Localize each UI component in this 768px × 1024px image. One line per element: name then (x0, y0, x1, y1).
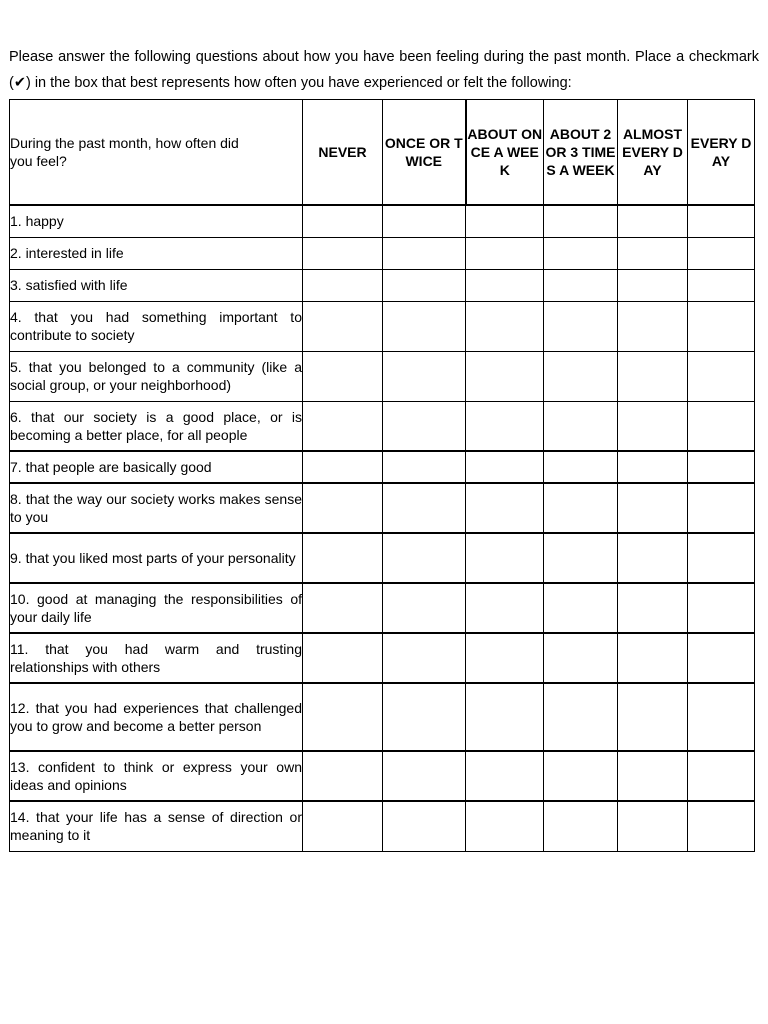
instructions-text: Please answer the following questions about how you have been feeling during the past month. Place a checkmark (✔) in the box that best represents how often you have experienced or felt the following: (9, 49, 759, 91)
checkbox-every-day[interactable] (688, 483, 755, 533)
checkbox-never[interactable] (303, 483, 383, 533)
question-row (10, 633, 755, 683)
question-text: 1. happy (10, 205, 303, 237)
checkbox-about-2-or-3-times-a-week[interactable] (544, 801, 618, 851)
checkbox-almost-every-day[interactable] (618, 801, 688, 851)
checkbox-every-day[interactable] (688, 583, 755, 633)
checkbox-about-2-or-3-times-a-week[interactable] (544, 583, 618, 633)
option-header-once-or-twice: ONCE OR TWICE (383, 100, 466, 206)
checkbox-almost-every-day[interactable] (618, 351, 688, 401)
checkbox-once-or-twice[interactable] (383, 205, 466, 237)
checkbox-almost-every-day[interactable] (618, 237, 688, 269)
checkbox-almost-every-day[interactable] (618, 583, 688, 633)
checkbox-about-2-or-3-times-a-week[interactable] (544, 401, 618, 451)
option-header-about-2-or-3-times-a-week: ABOUT 2 OR 3 TIMES A WEEK (544, 100, 618, 206)
checkbox-almost-every-day[interactable] (618, 751, 688, 801)
question-text: 2. interested in life (10, 237, 303, 269)
checkbox-about-once-a-week[interactable] (466, 583, 544, 633)
checkbox-every-day[interactable] (688, 205, 755, 237)
checkbox-never[interactable] (303, 237, 383, 269)
question-row (10, 583, 755, 633)
checkbox-almost-every-day[interactable] (618, 401, 688, 451)
checkbox-never[interactable] (303, 751, 383, 801)
question-text: 13. confident to think or express your own ideas and opinions (10, 751, 303, 801)
checkbox-about-2-or-3-times-a-week[interactable] (544, 269, 618, 301)
checkbox-every-day[interactable] (688, 237, 755, 269)
question-text: 8. that the way our society works makes sense to you (10, 483, 303, 533)
checkbox-once-or-twice[interactable] (383, 483, 466, 533)
checkbox-about-2-or-3-times-a-week[interactable] (544, 301, 618, 351)
header-row (10, 100, 755, 206)
survey-table (9, 99, 755, 852)
checkbox-every-day[interactable] (688, 351, 755, 401)
checkbox-about-2-or-3-times-a-week[interactable] (544, 451, 618, 483)
checkbox-once-or-twice[interactable] (383, 237, 466, 269)
checkbox-about-once-a-week[interactable] (466, 801, 544, 851)
checkbox-about-once-a-week[interactable] (466, 533, 544, 583)
checkbox-once-or-twice[interactable] (383, 533, 466, 583)
checkbox-about-2-or-3-times-a-week[interactable] (544, 633, 618, 683)
checkbox-once-or-twice[interactable] (383, 801, 466, 851)
checkbox-about-once-a-week[interactable] (466, 301, 544, 351)
question-row (10, 533, 755, 583)
checkbox-once-or-twice[interactable] (383, 683, 466, 751)
question-text: 3. satisfied with life (10, 269, 303, 301)
question-row (10, 401, 755, 451)
checkbox-about-2-or-3-times-a-week[interactable] (544, 683, 618, 751)
question-row (10, 683, 755, 751)
checkbox-about-once-a-week[interactable] (466, 269, 544, 301)
question-text: 10. good at managing the responsibilities of your daily life (10, 583, 303, 633)
checkbox-every-day[interactable] (688, 401, 755, 451)
checkbox-almost-every-day[interactable] (618, 205, 688, 237)
checkbox-once-or-twice[interactable] (383, 633, 466, 683)
checkbox-about-once-a-week[interactable] (466, 401, 544, 451)
survey-body (10, 205, 755, 851)
checkbox-about-2-or-3-times-a-week[interactable] (544, 533, 618, 583)
checkbox-about-2-or-3-times-a-week[interactable] (544, 351, 618, 401)
checkbox-about-2-or-3-times-a-week[interactable] (544, 237, 618, 269)
checkbox-every-day[interactable] (688, 751, 755, 801)
checkbox-once-or-twice[interactable] (383, 401, 466, 451)
option-header-almost-every-day: ALMOST EVERY DAY (618, 100, 688, 206)
checkbox-once-or-twice[interactable] (383, 583, 466, 633)
checkbox-never[interactable] (303, 351, 383, 401)
checkbox-once-or-twice[interactable] (383, 451, 466, 483)
checkbox-every-day[interactable] (688, 301, 755, 351)
checkbox-once-or-twice[interactable] (383, 301, 466, 351)
checkbox-about-once-a-week[interactable] (466, 237, 544, 269)
question-text: 12. that you had experiences that challenged you to grow and become a better person (10, 683, 303, 751)
question-row (10, 269, 755, 301)
question-text: 7. that people are basically good (10, 451, 303, 483)
checkbox-every-day[interactable] (688, 533, 755, 583)
checkbox-every-day[interactable] (688, 451, 755, 483)
question-text: 11. that you had warm and trusting relationships with others (10, 633, 303, 683)
checkbox-almost-every-day[interactable] (618, 683, 688, 751)
checkbox-once-or-twice[interactable] (383, 351, 466, 401)
question-row (10, 351, 755, 401)
checkbox-about-once-a-week[interactable] (466, 205, 544, 237)
checkbox-almost-every-day[interactable] (618, 633, 688, 683)
question-text: 5. that you belonged to a community (like a social group, or your neighborhood) (10, 351, 303, 401)
checkbox-once-or-twice[interactable] (383, 269, 466, 301)
checkbox-never[interactable] (303, 583, 383, 633)
question-row (10, 801, 755, 851)
checkbox-about-once-a-week[interactable] (466, 451, 544, 483)
checkbox-about-once-a-week[interactable] (466, 483, 544, 533)
question-row (10, 301, 755, 351)
checkbox-every-day[interactable] (688, 683, 755, 751)
question-column-header: During the past month, how often did you feel? (10, 100, 303, 206)
checkbox-about-once-a-week[interactable] (466, 683, 544, 751)
checkbox-never[interactable] (303, 205, 383, 237)
question-text: 14. that your life has a sense of direction or meaning to it (10, 801, 303, 851)
option-header-never: NEVER (303, 100, 383, 206)
checkbox-never[interactable] (303, 533, 383, 583)
checkbox-about-2-or-3-times-a-week[interactable] (544, 751, 618, 801)
checkbox-never[interactable] (303, 633, 383, 683)
checkbox-about-once-a-week[interactable] (466, 751, 544, 801)
checkbox-once-or-twice[interactable] (383, 751, 466, 801)
checkbox-every-day[interactable] (688, 269, 755, 301)
question-row (10, 237, 755, 269)
checkbox-almost-every-day[interactable] (618, 533, 688, 583)
question-row (10, 205, 755, 237)
checkbox-never[interactable] (303, 683, 383, 751)
checkbox-every-day[interactable] (688, 633, 755, 683)
question-text: 9. that you liked most parts of your personality (10, 533, 303, 583)
checkbox-almost-every-day[interactable] (618, 483, 688, 533)
checkbox-never[interactable] (303, 401, 383, 451)
question-text: 4. that you had something important to contribute to society (10, 301, 303, 351)
question-row (10, 451, 755, 483)
checkbox-about-once-a-week[interactable] (466, 351, 544, 401)
checkbox-every-day[interactable] (688, 801, 755, 851)
option-header-about-once-a-week: ABOUT ONCE A WEEK (466, 100, 544, 206)
question-text: 6. that our society is a good place, or is becoming a better place, for all people (10, 401, 303, 451)
checkbox-almost-every-day[interactable] (618, 269, 688, 301)
checkbox-about-2-or-3-times-a-week[interactable] (544, 483, 618, 533)
checkbox-almost-every-day[interactable] (618, 451, 688, 483)
checkbox-never[interactable] (303, 451, 383, 483)
checkbox-about-2-or-3-times-a-week[interactable] (544, 205, 618, 237)
question-row (10, 483, 755, 533)
checkbox-never[interactable] (303, 301, 383, 351)
checkbox-about-once-a-week[interactable] (466, 633, 544, 683)
checkbox-never[interactable] (303, 269, 383, 301)
checkbox-almost-every-day[interactable] (618, 301, 688, 351)
option-header-every-day: EVERY DAY (688, 100, 755, 206)
checkbox-never[interactable] (303, 801, 383, 851)
question-row (10, 751, 755, 801)
